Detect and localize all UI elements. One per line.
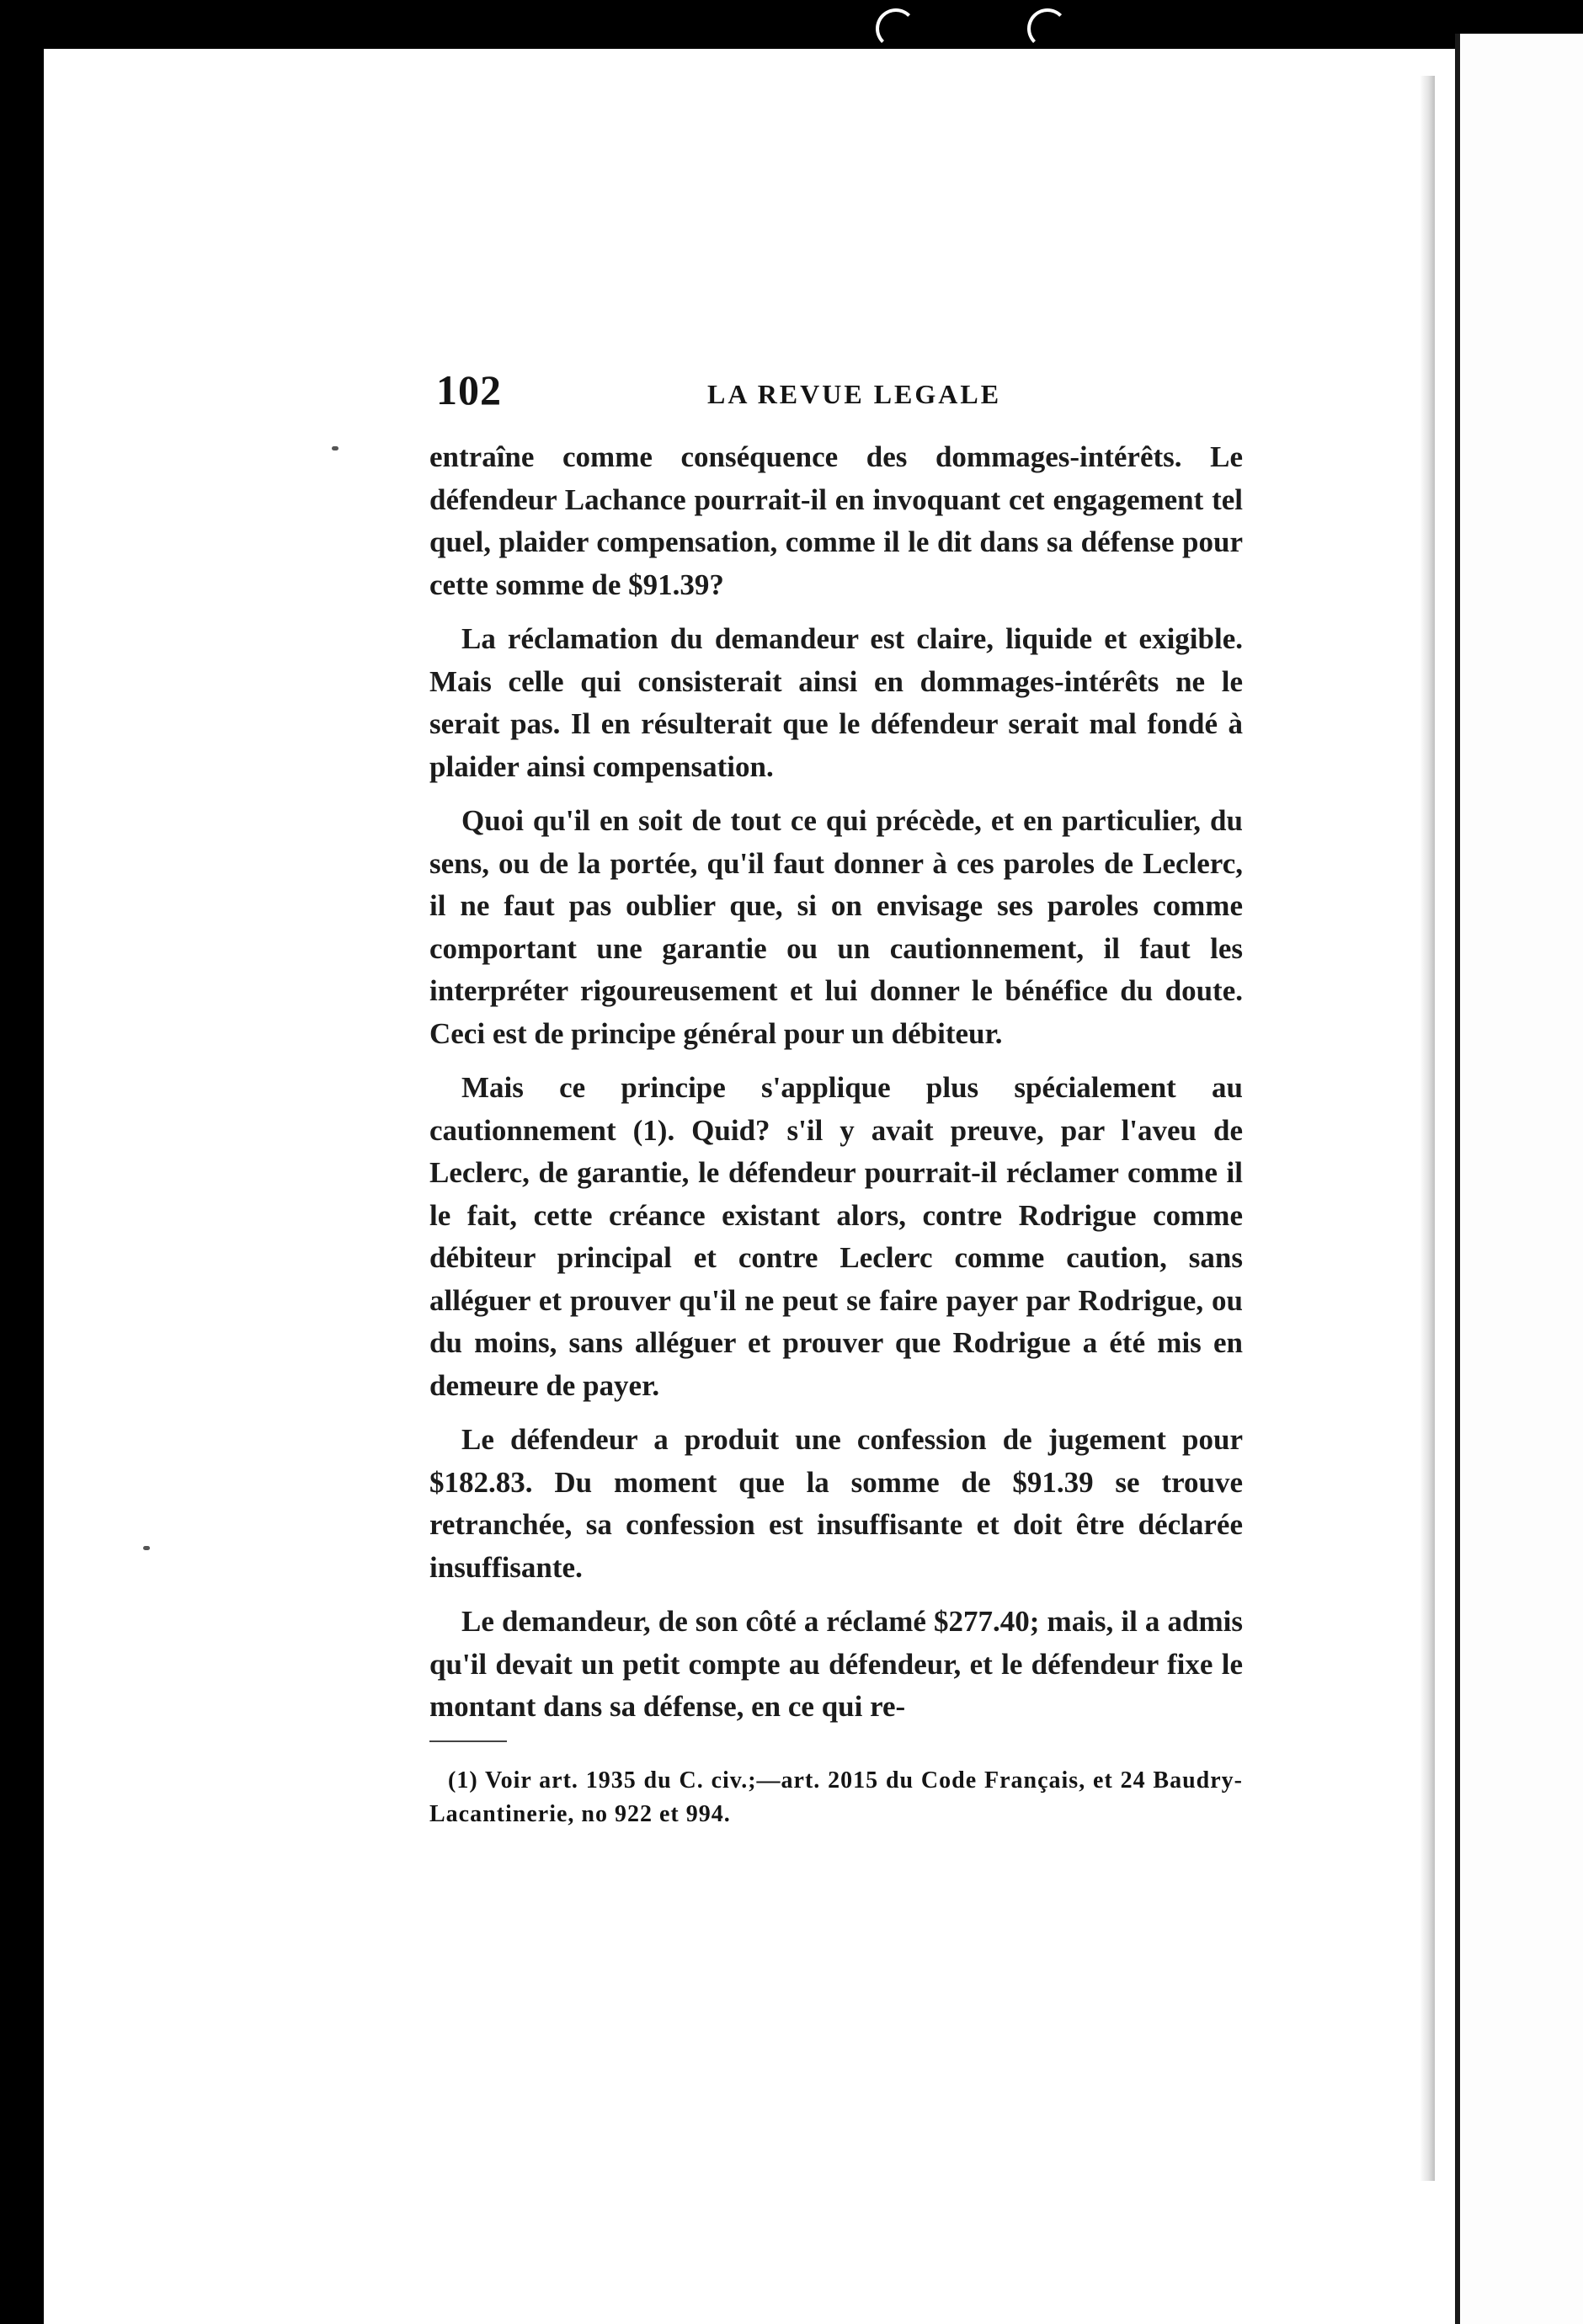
footnote: (1) Voir art. 1935 du C. civ.;—art. 2015 du Code Français, et 24 Baudry-Lacantinerie, no 922 et 994. [429,1767,1243,1827]
paragraph: entraîne comme conséquence des dommages-intérêts. Le défendeur Lachance pourrait-il en invoquant cet engagement tel quel, plaider compensation, comme il le dit dans sa défense pour cette somme de $91.39? [429,440,1243,601]
paragraph: Quoi qu'il en soit de tout ce qui précède, et en particulier, du sens, ou de la portée, qu'il faut donner à ces paroles de Leclerc, il ne faut pas oublier que, si on envisage ses paroles comme comportant une garantie ou un cautionnement, il faut les interpréter rigoureusement et lui donner le bénéfice du doute. Ceci est de principe général pour un débiteur. [429,804,1243,1050]
scan-artifact-curl [876,8,916,49]
footnote-rule [429,1740,507,1742]
scan-speck [143,1546,150,1550]
scan-artifact-curl [1027,8,1068,49]
running-title: LA REVUE LEGALE [707,379,1002,409]
paragraph: Mais ce principe s'applique plus spécialement au cautionnement (1). Quid? s'il y avait preuve, par l'aveu de Leclerc, de garantie, le défendeur pourrait-il réclamer comme il le fait, cette créance existant alors, contre Rodrigue comme débiteur principal et contre Leclerc comme caution, sans alléguer et prouver qu'il ne peut se faire payer par Rodrigue, ou du moins, sans alléguer et prouver que Rodrigue a été mis en demeure de payer. [429,1071,1243,1402]
page-number: 102 [436,366,502,413]
scan-speck [332,446,338,450]
body-text [429,436,1243,1729]
scan-top-band [0,0,1583,49]
running-head [429,360,1243,436]
paragraph: La réclamation du demandeur est claire, liquide et exigible. Mais celle qui consisterait ainsi en dommages-intérêts ne le serait pas. Il en résulterait que le défendeur serait mal fondé à plaider ainsi compensation. [429,622,1243,783]
page-edge-shadow [1420,76,1435,2181]
text-column [429,360,1243,1831]
paragraph: Le défendeur a produit une confession de jugement pour $182.83. Du moment que la somme de $91.39 se trouve retranchée, sa confession est insuffisante et doit être déclarée insuffisante. [429,1423,1243,1584]
adjacent-page-strip [1455,34,1583,2324]
paragraph: Le demandeur, de son côté a réclamé $277.40; mais, il a admis qu'il devait un petit compte au défendeur, et le défendeur fixe le montant dans sa défense, en ce qui re- [429,1605,1243,1723]
